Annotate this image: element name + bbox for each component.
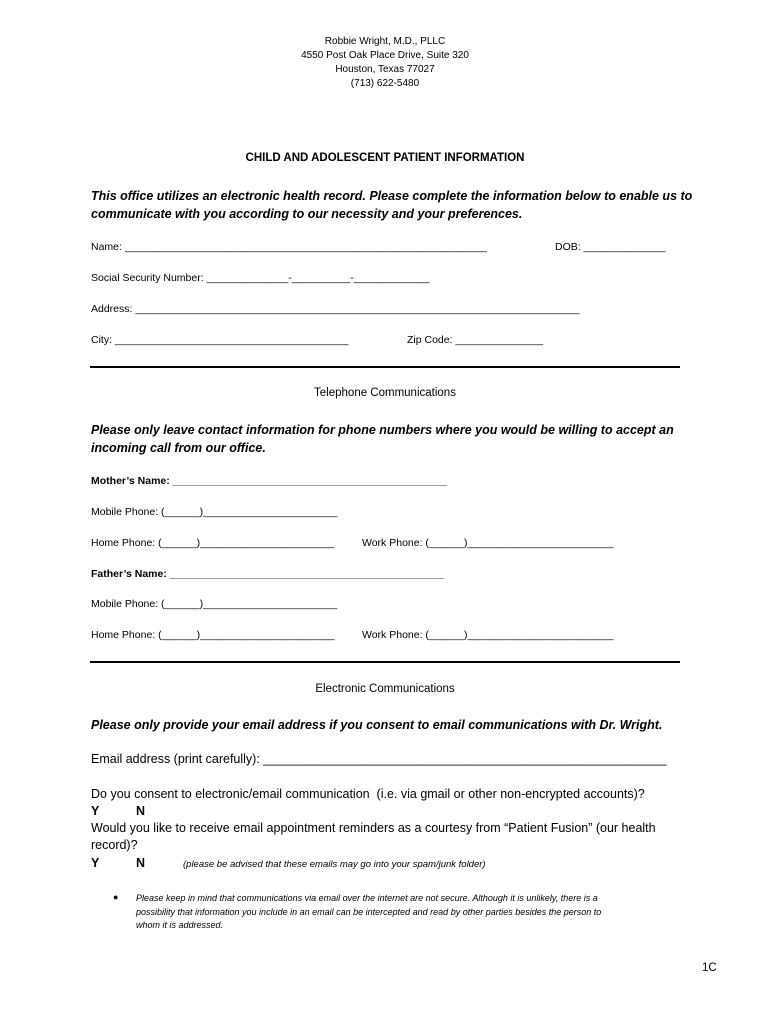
security-note-line-3: whom it is addressed. xyxy=(136,920,224,930)
form-title: CHILD AND ADOLESCENT PATIENT INFORMATION xyxy=(245,152,525,164)
father-mobile-field[interactable]: Mobile Phone: (______)_______________________ xyxy=(91,598,338,610)
telephone-instruction-2: incoming call from our office. xyxy=(91,441,266,455)
father-home-field[interactable]: Home Phone: (______)_______________________ xyxy=(91,629,335,641)
security-note-line-2: possibility that information you include in an email can be intercepted and read by other parties besides the person to xyxy=(136,906,602,917)
page-code: 1C xyxy=(702,962,717,974)
reminder-yes-option[interactable]: Y xyxy=(91,856,100,870)
intro-line-1: This office utilizes an electronic health record. Please complete the information below to enable us to xyxy=(91,189,693,203)
practice-phone: (713) 622-5480 xyxy=(350,78,420,89)
father-work-field[interactable]: Work Phone: (______)_________________________ xyxy=(362,629,614,641)
reminder-question-line-2: record)? xyxy=(91,838,138,852)
electronic-heading: Electronic Communications xyxy=(315,683,455,695)
zip-field[interactable]: Zip Code: _______________ xyxy=(407,334,544,346)
section-divider xyxy=(90,661,680,663)
intro-line-2: communicate with you according to our necessity and your preferences. xyxy=(91,207,523,221)
mother-name-field[interactable]: Mother’s Name: _______________________________________________ xyxy=(91,475,448,487)
mother-mobile-field[interactable]: Mobile Phone: (______)_______________________ xyxy=(91,506,338,518)
consent-question: Do you consent to electronic/email communication (i.e. via gmail or other non-encrypted accounts)? xyxy=(91,787,645,801)
consent-no-option[interactable]: N xyxy=(136,804,146,818)
practice-name: Robbie Wright, M.D., PLLC xyxy=(324,36,446,47)
consent-yes-option[interactable]: Y xyxy=(91,804,100,818)
father-name-field[interactable]: Father’s Name: _______________________________________________ xyxy=(91,568,445,580)
reminder-no-option[interactable]: N xyxy=(136,856,146,870)
bullet-icon: ● xyxy=(113,892,119,902)
practice-address-line2: Houston, Texas 77027 xyxy=(335,64,435,75)
name-field[interactable]: Name: ______________________________________________________________ xyxy=(91,241,487,253)
mother-home-field[interactable]: Home Phone: (______)_______________________ xyxy=(91,537,335,549)
mother-work-field[interactable]: Work Phone: (______)_________________________ xyxy=(362,537,614,549)
address-field[interactable]: Address: ____________________________________________________________________________ xyxy=(91,303,580,315)
dob-field[interactable]: DOB: ______________ xyxy=(555,241,666,253)
practice-address-line1: 4550 Post Oak Place Drive, Suite 320 xyxy=(301,50,469,61)
spam-note: (please be advised that these emails may go into your spam/junk folder) xyxy=(183,859,486,870)
ssn-field[interactable]: Social Security Number: ______________-__________-_____________ xyxy=(91,272,430,284)
security-note-line-1: Please keep in mind that communications via email over the internet are not secure. Although it is unlikely, there is a xyxy=(136,893,598,903)
email-field[interactable]: Email address (print carefully): __________________________________________________________ xyxy=(91,752,667,766)
reminder-question-line-1: Would you like to receive email appointment reminders as a courtesy from “Patient Fusion” (our health xyxy=(91,821,656,835)
telephone-instruction-1: Please only leave contact information for phone numbers where you would be willing to accept an xyxy=(91,423,674,437)
electronic-instruction: Please only provide your email address if you consent to email communications with Dr. Wright. xyxy=(91,718,663,732)
telephone-heading: Telephone Communications xyxy=(314,387,456,399)
section-divider xyxy=(90,366,680,368)
city-field[interactable]: City: ________________________________________ xyxy=(91,334,349,346)
